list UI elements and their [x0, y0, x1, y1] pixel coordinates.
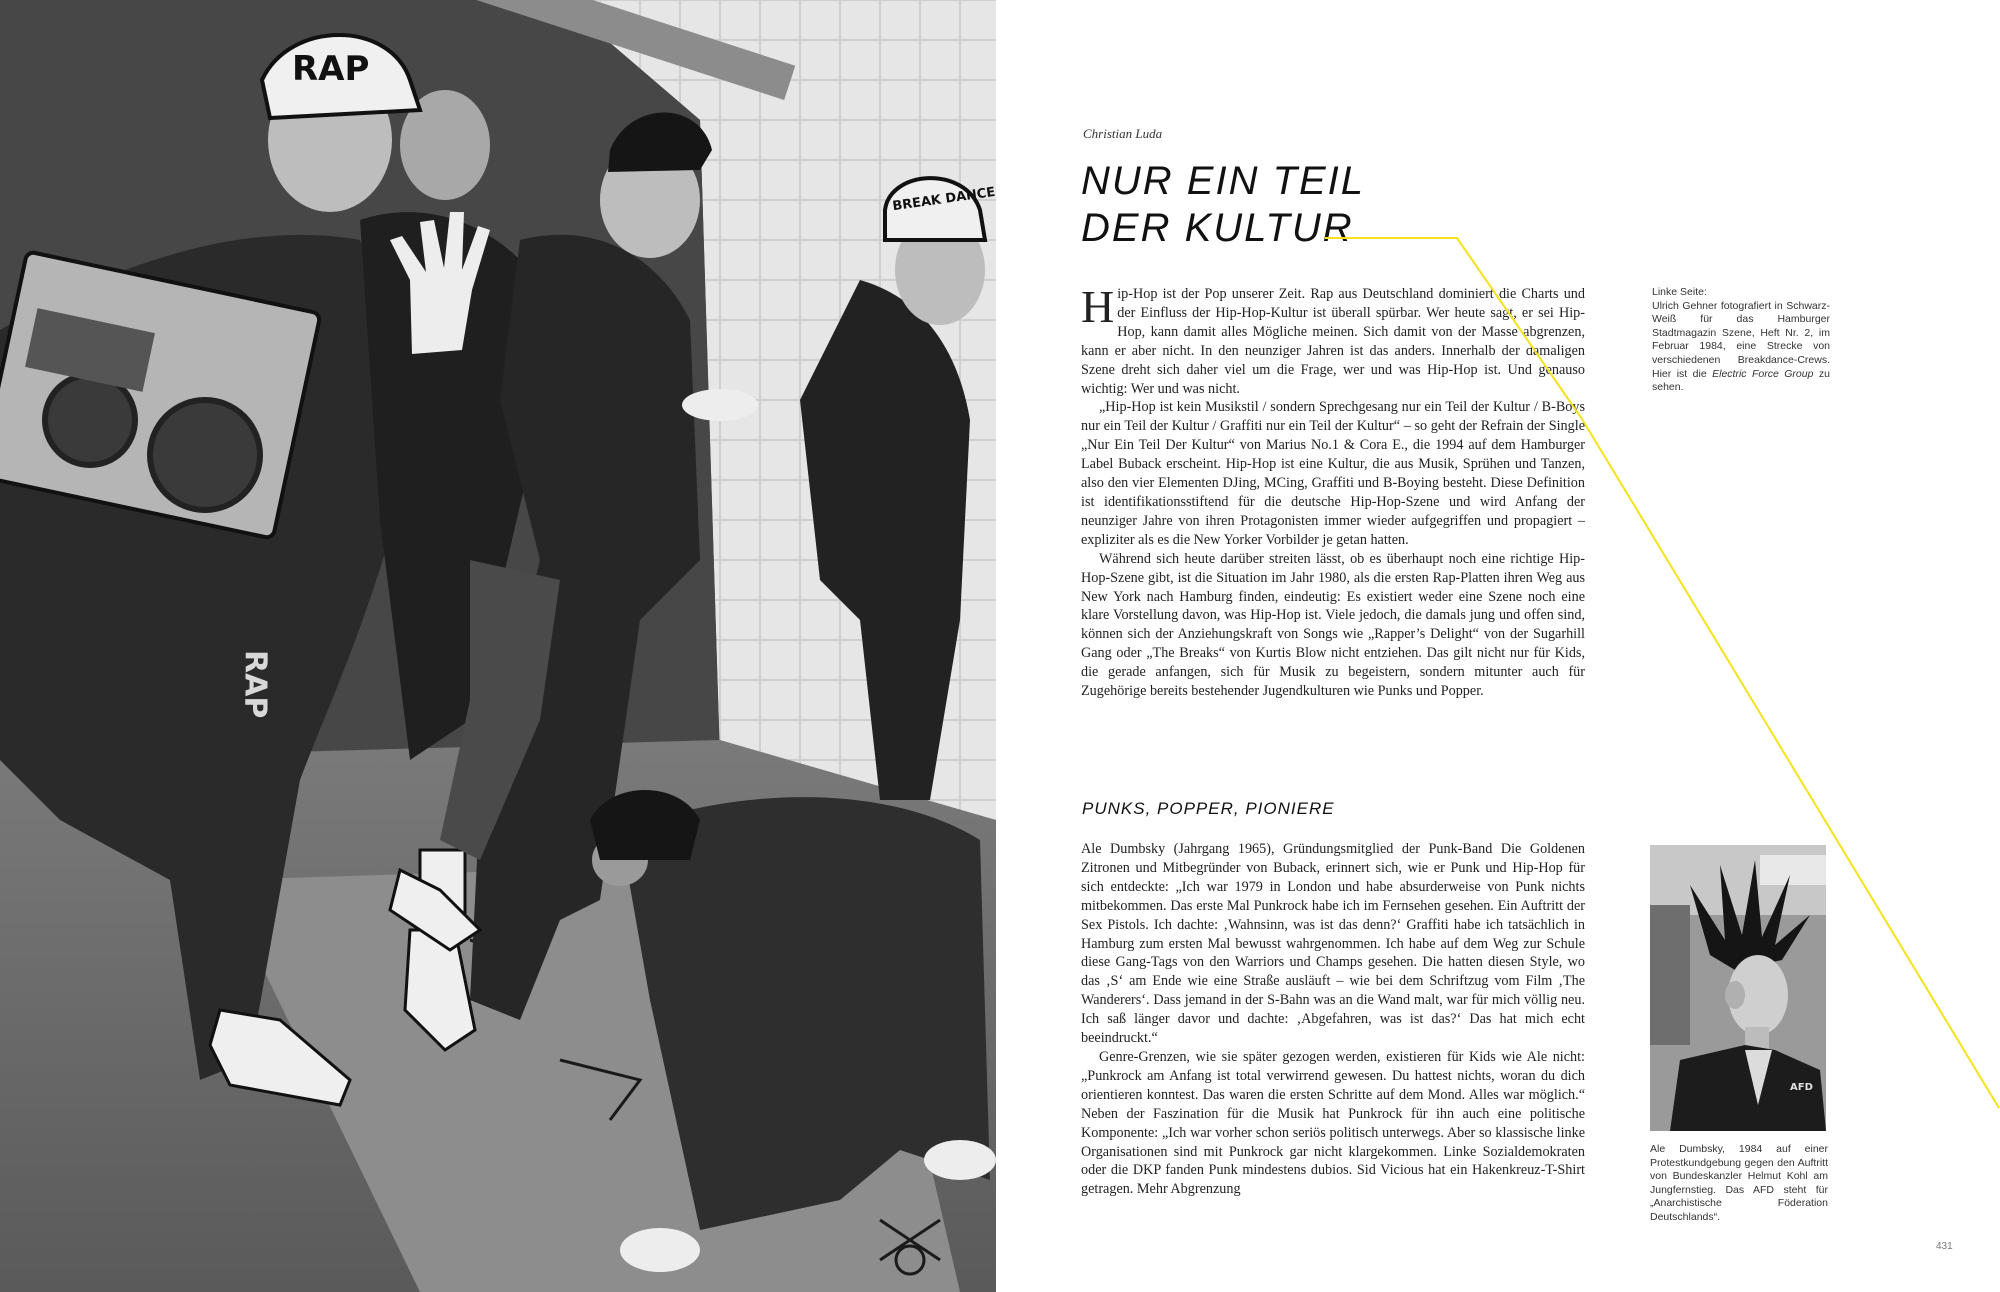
caption-ref: Linke Seite: [1652, 286, 1707, 298]
paragraph-2: „Hip-Hop ist kein Musikstil / sondern Sprechgesang nur ein Teil der Kultur / B-Boys nur ein Teil der Kultur / Graffiti nur ein Teil der Kultur“ – so geht der Refrain der Single „Nur Ein Teil Der Kultur“ von Marius No.1 & Cora E., die 1994 auf dem Hamburger Label Buback erscheint. Hip-Hop ist eine Kultur, die aus Musik, Sprühen und Tanzen, also den vier Elementen DJing, MCing, Graffiti und B-Boying besteht. Diese Definition ist identifikationsstiftend für die deutsche Hip-Hop-Szene und wird Anfang der neunziger Jahre von ihren Protagonisten immer wieder aufgegriffen und propagiert – expliziter als es die New Yorker Vorbilder je getan hatten. [1081, 399, 1585, 548]
caption-punk-photo: Ale Dumbsky, 1984 auf einer Protestkundgebung gegen den Auftritt von Bundeskanzler Helmut Kohl am Jungfernstieg. Das AFD steht für „Anarchistische Föderation Deutschlands“. [1650, 1143, 1828, 1223]
title-line-1: NUR EIN TEIL [1081, 159, 1366, 203]
paragraph-1 [1081, 281, 1585, 398]
drop-cap: H [1081, 281, 1115, 332]
caption-text-a: Ulrich Gehner fotografiert in Schwarz-Weiß für das Hamburger Stadtmagazin Szene, Heft Nr. 2, im Februar 1984, eine Strecke von verschiedenen Breakdance-Crews. Hier ist die [1652, 299, 1830, 380]
punk-portrait-photo [1650, 845, 1826, 1131]
caption-left-page [1652, 286, 1830, 395]
caption-text-b: zu sehen. [1652, 367, 1830, 394]
jacket-afd-text: AFD [1790, 1082, 1813, 1093]
paragraph-4: Ale Dumbsky (Jahrgang 1965), Gründungsmitglied der Punk-Band Die Goldenen Zitronen und Mitbegründer von Buback, erinnert sich, wie er Punk und Hip-Hop für sich entdeckte: „Ich war 1979 in London und habe absurderweise von Punk nichts mitbekommen. Das erste Mal Punkrock habe ich im Fernsehen gesehen. Ein Auftritt der Sex Pistols. Ich dachte: ‚Wahnsinn, was ist das denn?‘ Graffiti habe ich tatsächlich in Hamburg zum ersten Mal bewusst wahrgenommen. Ich habe auf dem Weg zur Schule diese Gang-Tags von den Warriors und Champs gesehen. Die hatten diesen Style, wo das ‚S‘ am Ende wie eine Straße ausläuft – wie bei dem Schriftzug vom Film ‚The Wanderers‘. Dass jemand in der S-Bahn was an die Wand malt, war für mich völlig neu. Ich saß länger davor und dachte: ‚Abgefahren, was ist das?‘ Das hat mich echt beeindruckt.“ [1081, 841, 1585, 1047]
article-body-part-1 [1081, 281, 1585, 701]
article-title [1081, 158, 1365, 252]
paragraph-1-text: ip-Hop ist der Pop unserer Zeit. Rap aus Deutschland dominiert die Charts und der Einfluss der Hip-Hop-Kultur ist überall spürbar. Wer heute sagt, er sei Hip-Hop, kann damit alles Mögliche meinen. Sich damit von der Masse abgrenzen, kann er aber nicht. In den neunziger Jahren ist das anders. Innerhalb der damaligen Szene dreht sich daher viel um die Frage, wer und was Hip-Hop ist. Und genauso wichtig: Wer und was nicht. [1081, 286, 1585, 397]
caption-group-name: Electric Force Group [1712, 367, 1814, 380]
caption-text [1652, 300, 1830, 395]
breakdance-cap-text: BREAK DANCE [891, 184, 996, 215]
article-body-part-2 [1081, 840, 1585, 1199]
page-number: 431 [1936, 1241, 1953, 1252]
author-byline: Christian Luda [1083, 126, 1163, 141]
title-line-2: DER KULTUR [1081, 206, 1354, 250]
paragraph-5: Genre-Grenzen, wie sie später gezogen werden, existieren für Kids wie Ale nicht: „Punkrock am Anfang ist total verwirrend gewesen. Du hattest nichts, woran du dich orientieren konntest. Das waren die ersten Schritte auf dem Mond. Alles war möglich.“ Neben der Faszination für die Musik hat Punkrock für ihn auch eine politische Komponente: „Ich war vorher schon seriös politisch unterwegs. Aber so klassische linke Organisationen sind mit Punkrock gar nicht klargekommen. Linke Sozialdemokraten oder die DKP fanden Punk mindestens dubios. Sid Vicious hat ein Hakenkreuz-T-Shirt getragen. Mehr Abgrenzung [1081, 1048, 1585, 1198]
rap-pants-text: RAP [237, 650, 273, 719]
section-subhead: PUNKS, POPPER, PIONIERE [1082, 799, 1335, 818]
breakdance-photo [0, 0, 996, 1292]
paragraph-3: Während sich heute darüber streiten lässt, ob es überhaupt noch eine richtige Hip-Hop-Szene gibt, ist die Situation im Jahr 1980, als die ersten Rap-Platten ihren Weg aus New York nach Hamburg finden, eindeutig: Es existiert weder eine Szene noch eine klare Vorstellung davon, was Hip-Hop ist. Viele jedoch, die damals jung und offen sind, können sich der Anziehungskraft von Songs wie „Rapper’s Delight“ von der Sugarhill Gang oder „The Breaks“ von Kurtis Blow nicht entziehen. Das gilt nicht nur für Kids, die gerade anfangen, sich für Musik zu begeistern, sondern mitunter auch für Zugehörige bereits bestehender Jugendkulturen wie Punks und Popper. [1081, 550, 1585, 700]
rap-cap-text: RAP [292, 49, 370, 89]
